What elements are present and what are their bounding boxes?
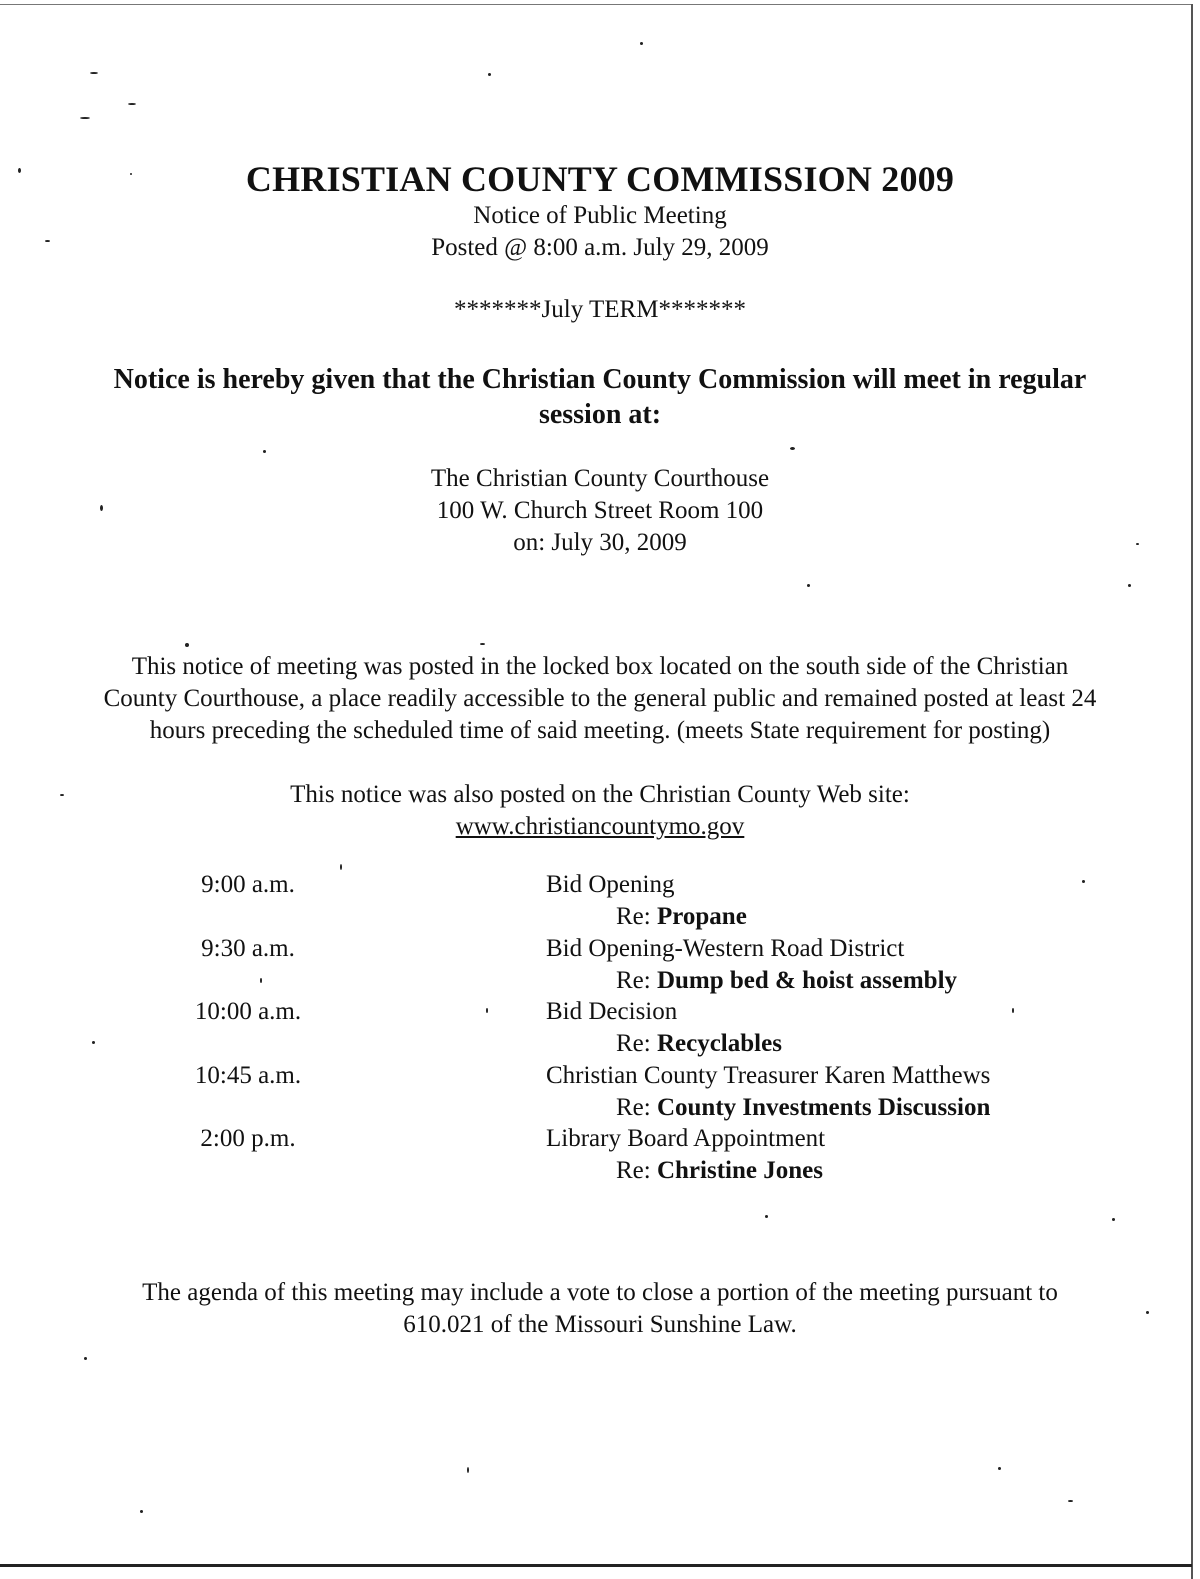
agenda-table [0, 869, 1200, 1189]
document-title: CHRISTIAN COUNTY COMMISSION 2009 [245, 159, 955, 199]
agenda-re-prefix: Re: [616, 1094, 657, 1121]
scan-speck [1128, 584, 1131, 587]
scan-speck [128, 103, 136, 105]
web-notice-text: This notice was also posted on the Christian County Web site: [290, 781, 910, 808]
posted-time: Posted @ 8:00 a.m. July 29, 2009 [431, 234, 769, 261]
agenda-item: Bid Opening-Western Road District [546, 935, 905, 962]
scan-speck [100, 505, 103, 511]
agenda-item: Bid Opening [546, 871, 675, 898]
scan-speck [45, 240, 50, 242]
scan-speck [998, 1467, 1001, 1470]
agenda-item: Bid Decision [546, 998, 678, 1025]
scan-speck [467, 1467, 469, 1473]
scan-speck [1082, 880, 1085, 883]
bottom-border [0, 1564, 1192, 1567]
agenda-row [0, 996, 1200, 1060]
website-link[interactable]: www.christiancountymo.gov [455, 813, 745, 840]
scan-speck [1136, 543, 1139, 545]
top-border [0, 4, 1192, 5]
scan-speck [130, 173, 132, 175]
closing-paragraph [30, 1277, 1170, 1341]
scan-speck [488, 73, 491, 76]
scan-speck [1068, 1500, 1073, 1502]
notice-heading [40, 362, 1160, 432]
agenda-regarding [616, 901, 747, 933]
agenda-time: 10:00 a.m. [194, 998, 302, 1025]
agenda-row [0, 1060, 1200, 1124]
agenda-re-prefix: Re: [616, 967, 657, 994]
agenda-regarding [616, 1092, 990, 1124]
meeting-date: on: July 30, 2009 [513, 529, 687, 556]
scan-speck [80, 117, 90, 119]
agenda-regarding [616, 1155, 823, 1187]
document-subtitle: Notice of Public Meeting [473, 202, 727, 229]
posting-line-1: This notice of meeting was posted in the locked box located on the south side of the Christian [131, 653, 1069, 680]
posting-line-2: County Courthouse, a place readily accessible to the general public and remained posted at least 24 [103, 685, 1097, 712]
posting-line-3: hours preceding the scheduled time of said meeting. (meets State requirement for posting) [149, 717, 1051, 744]
scan-speck [90, 72, 98, 74]
posting-paragraph [30, 651, 1170, 747]
agenda-item: Christian County Treasurer Karen Matthews [546, 1062, 991, 1089]
scan-speck [60, 794, 64, 796]
agenda-row [0, 933, 1200, 997]
scan-speck [640, 42, 643, 45]
agenda-re-subject: County Investments Discussion [656, 1094, 991, 1121]
agenda-time: 2:00 p.m. [200, 1125, 296, 1152]
scan-speck [1146, 1311, 1149, 1314]
scan-speck [263, 450, 266, 453]
agenda-regarding [616, 1028, 782, 1060]
agenda-re-prefix: Re: [616, 1030, 657, 1057]
agenda-re-subject: Recyclables [656, 1030, 782, 1057]
scan-speck [140, 1510, 143, 1513]
scan-speck [486, 1008, 488, 1013]
scan-speck [260, 978, 262, 983]
notice-heading-line-2: session at: [538, 399, 662, 430]
agenda-re-subject: Dump bed & hoist assembly [656, 967, 958, 994]
scan-speck [185, 643, 189, 647]
web-link-row [0, 811, 1200, 843]
agenda-item: Library Board Appointment [546, 1125, 826, 1152]
scan-speck [340, 864, 342, 870]
agenda-row [0, 1123, 1200, 1187]
agenda-re-subject: Christine Jones [656, 1157, 823, 1184]
closing-line-2: 610.021 of the Missouri Sunshine Law. [403, 1311, 797, 1338]
scan-speck [765, 1215, 768, 1218]
agenda-row [0, 869, 1200, 933]
agenda-regarding [616, 965, 957, 997]
scan-speck [84, 1357, 87, 1360]
venue-name: The Christian County Courthouse [430, 465, 770, 492]
agenda-re-prefix: Re: [616, 903, 657, 930]
agenda-re-prefix: Re: [616, 1157, 657, 1184]
agenda-time: 10:45 a.m. [194, 1062, 302, 1089]
scan-speck [92, 1041, 95, 1044]
notice-heading-line-1: Notice is hereby given that the Christian County Commission will meet in regular [113, 364, 1087, 395]
scan-speck [790, 447, 795, 450]
scan-speck [18, 168, 21, 173]
agenda-re-subject: Propane [656, 903, 747, 930]
scan-speck [1012, 1008, 1014, 1013]
scan-speck [480, 643, 485, 645]
agenda-time: 9:00 a.m. [201, 871, 295, 898]
venue-address: 100 W. Church Street Room 100 [436, 497, 764, 524]
closing-line-1: The agenda of this meeting may include a vote to close a portion of the meeting pursuant to [142, 1279, 1058, 1306]
scan-speck [1112, 1218, 1115, 1221]
term-line: *******July TERM******* [454, 296, 746, 323]
agenda-time: 9:30 a.m. [201, 935, 295, 962]
scan-speck [807, 584, 810, 587]
